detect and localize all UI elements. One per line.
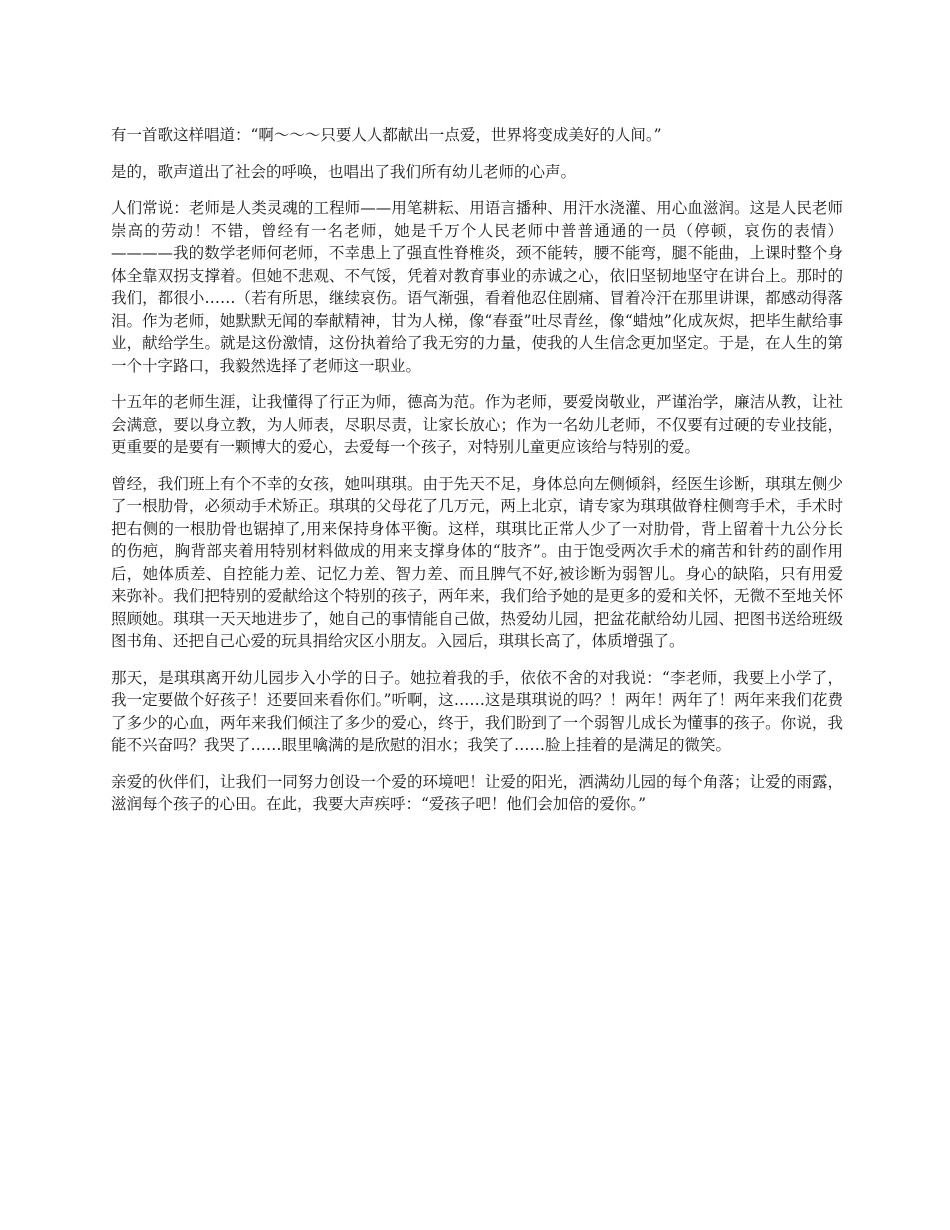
document-body	[111, 124, 843, 830]
paragraph-1: 有一首歌这样唱道：“啊～～～只要人人都献出一点爱，世界将变成美好的人间。”	[111, 126, 662, 144]
paragraph-2: 是的，歌声道出了社会的呼唤，也唱出了我们所有幼儿老师的心声。	[111, 162, 577, 181]
paragraph-4: 十五年的老师生涯，让我懂得了行正为师，德高为范。作为老师，要爱岗敬业，严谨治学，廉洁从教，让社会满意，要以身立教，为人师表，尽职尽责，让家长放心；作为一名幼儿老师，不仅要有过硬的专业技能，更重要的是要有一颗博大的爱心，去爱每一个孩子，对特别儿童更应该给与特别的爱。	[111, 393, 843, 456]
paragraph-7: 亲爱的伙伴们，让我们一同努力创设一个爱的环境吧！让爱的阳光，洒满幼儿园的每个角落；让爱的雨露，滋润每个孩子的心田。在此，我要大声疾呼：“爱孩子吧！他们会加倍的爱你。”	[111, 772, 843, 813]
paragraph-6: 那天，是琪琪离开幼儿园步入小学的日子。她拉着我的手，依依不舍的对我说：“李老师，我要上小学了，我一定要做个好孩子！还要回来看你们。”听啊，这……这是琪琪说的吗？！两年！两年了！两年来我们花费了多少的心血，两年来我们倾注了多少的爱心，终于，我们盼到了一个弱智儿成长为懂事的孩子。你说，我能不兴奋吗？我哭了……眼里噙满的是欣慰的泪水；我笑了……脸上挂着的是满足的微笑。	[111, 668, 843, 754]
paragraph-5: 曾经，我们班上有个不幸的女孩，她叫琪琪。由于先天不足，身体总向左侧倾斜，经医生诊断，琪琪左侧少了一根肋骨，必须动手术矫正。琪琪的父母花了几万元，两上北京，请专家为琪琪做脊柱侧弯手术，手术时把右侧的一根肋骨也锯掉了,用来保持身体平衡。这样，琪琪比正常人少了一对肋骨，背上留着十九公分长的伤疤，胸背部夹着用特别材料做成的用来支撑身体的“肢齐”。由于饱受两次手术的痛苦和针药的副作用后，她体质差、自控能力差、记忆力差、智力差、而且脾气不好,被诊断为弱智儿。身心的缺陷，只有用爱来弥补。我们把特别的爱献给这个特别的孩子，两年来，我们给予她的是更多的爱和关怀，无微不至地关怀照顾她。琪琪一天天地进步了，她自己的事情能自己做，热爱幼儿园，把盆花献给幼儿园、把图书送给班级图书角、还把自己心爱的玩具捐给灾区小朋友。入园后，琪琪长高了，体质增强了。	[111, 474, 843, 650]
paragraph-3: 人们常说：老师是人类灵魂的工程师——用笔耕耘、用语言播种、用汗水浇灌、用心血滋润。这是人民老师崇高的劳动！不错，曾经有一名老师，她是千万个人民老师中普普通通的一员（停顿，哀伤的表情）————我的数学老师何老师，不幸患上了强直性脊椎炎，颈不能转，腰不能弯，腿不能曲，上课时整个身体全靠双拐支撑着。但她不悲观、不气馁，凭着对教育事业的赤诚之心，依旧坚韧地坚守在讲台上。那时的我们，都很小……（若有所思，继续哀伤。语气渐强，看着他忍住剧痛、冒着冷汗在那里讲课，都感动得落泪。作为老师，她默默无闻的奉献精神，甘为人梯，像“春蚕”吐尽青丝，像“蜡烛”化成灰烬，把毕生献给事业，献给学生。就是这份激情，这份执着给了我无穷的力量，使我的人生信念更加坚定。于是，在人生的第一个十字路口，我毅然选择了老师这一职业。	[111, 199, 843, 375]
